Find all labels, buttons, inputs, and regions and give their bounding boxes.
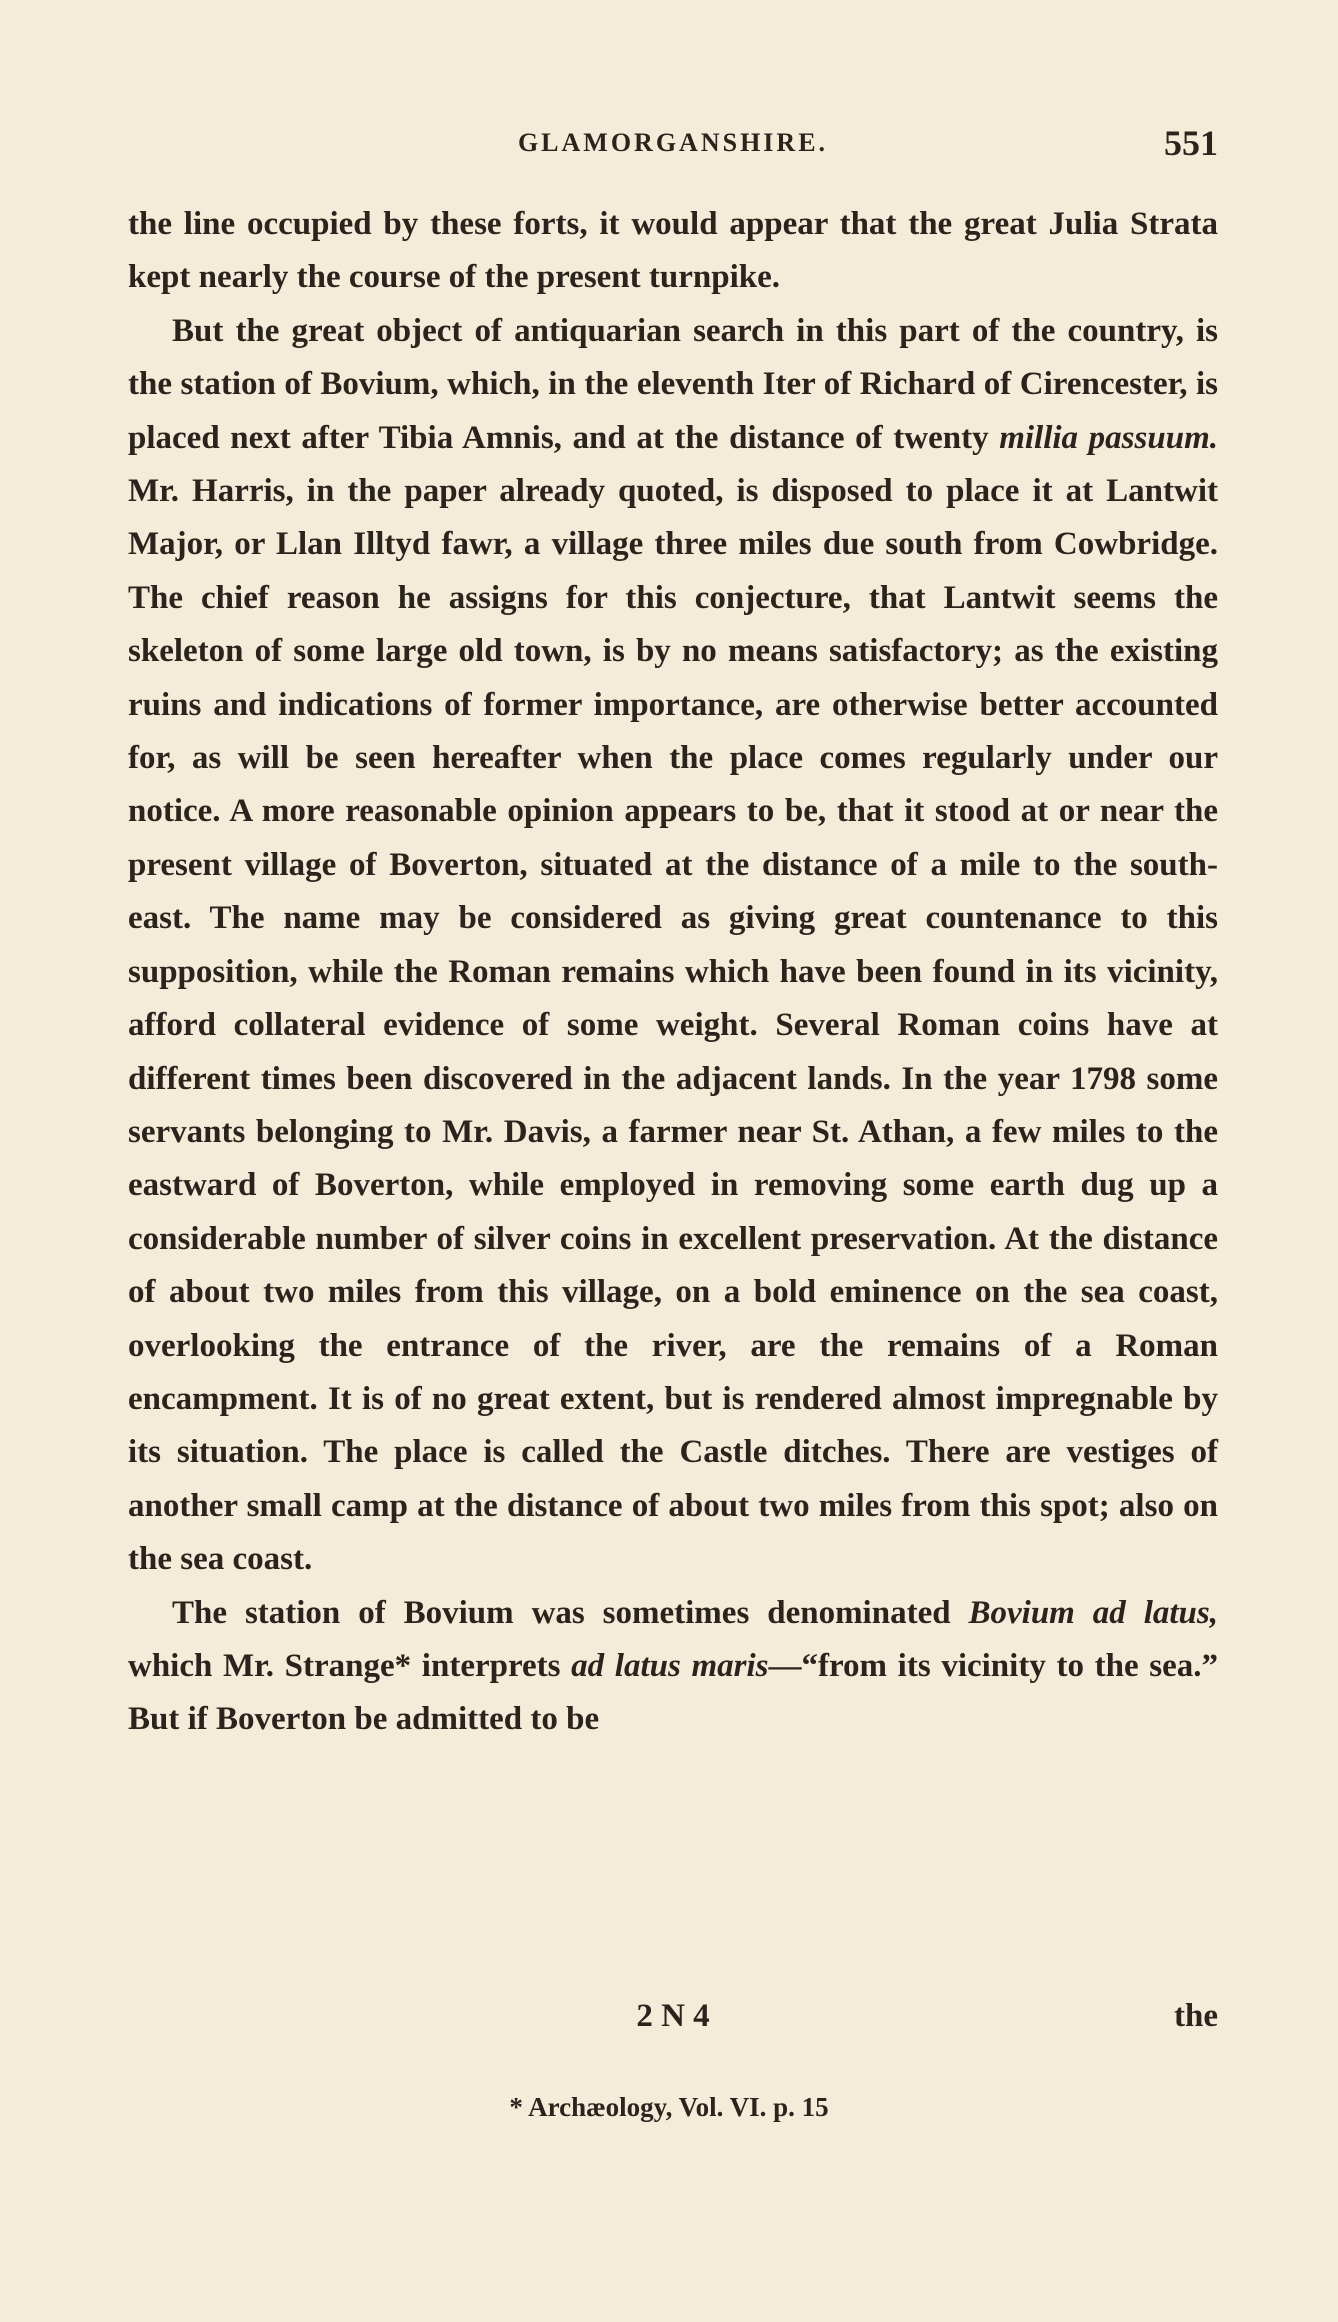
italic-millia-passuum: millia passuum. (999, 419, 1218, 456)
signature-line (128, 1998, 1218, 2054)
paragraph-3-text-c: —“from its vicinity to the sea.” But if Boverton be admitted to be (128, 1647, 1218, 1738)
paragraph-1 (128, 198, 1218, 305)
italic-bovium-ad-latus: Bovium ad latus, (968, 1594, 1218, 1631)
paragraph-3 (128, 1587, 1218, 1747)
signature-mark: 2 N 4 (636, 1998, 710, 2034)
paragraph-1-text: the line occupied by these forts, it would appear that the great Julia Strata kept nearly the course of the present turnpike. (128, 206, 1218, 296)
paragraph-3-text-a: The station of Bovium was sometimes denominated (172, 1594, 969, 1631)
page-number: 551 (1164, 123, 1218, 163)
paragraph-2-text-a: But the great object of antiquarian search in this part of the country, is the station of Bovium, which, in the eleventh Iter of Richard of Cirencester, is placed next after Tibia Amnis, and at the distance of twenty (128, 312, 1218, 456)
italic-ad-latus-maris: ad latus maris (571, 1647, 769, 1684)
body-text (128, 198, 1218, 1747)
footnote: * Archæology, Vol. VI. p. 15 (509, 2092, 829, 2122)
paragraph-2-text-b: Mr. Harris, in the paper already quoted, is disposed to place it at Lantwit Major, or Llan Illtyd fawr, a village three miles due south from Cowbridge. The chief reason he assigns for this conjecture, that Lantwit seems the skeleton of some large old town, is by no means satisfactory; as the existing ruins and indications of former importance, are otherwise better accounted for, as will be seen hereafter when the place comes regularly under our notice. A more reasonable opinion appears to be, that it stood at or near the present village of Boverton, situated at the distance of a mile to the south-east. The name may be considered as giving great countenance to this supposition, while the Roman remains which have been found in its vicinity, afford collateral evidence of some weight. Several Roman coins have at different times been discovered in the adjacent lands. In the year 1798 some servants belonging to Mr. Davis, a farmer near St. Athan, a few miles to the eastward of Boverton, while employed in removing some earth dug up a considerable number of silver coins in excellent preservation. At the distance of about two miles from this village, on a bold eminence on the sea coast, overlooking the entrance of the river, are the remains of a Roman encampment. It is of no great extent, but is rendered almost impregnable by its situation. The place is called the Castle ditches. There are vestiges of another small camp at the distance of about two miles from this spot; also on the sea coast. (128, 473, 1218, 1578)
page-header (128, 123, 1218, 172)
paragraph-2 (128, 305, 1218, 1587)
catchword: the (1174, 1998, 1218, 2034)
paragraph-3-text-b: which Mr. Strange* interprets (128, 1647, 572, 1684)
running-head: GLAMORGANSHIRE. (517, 128, 829, 157)
